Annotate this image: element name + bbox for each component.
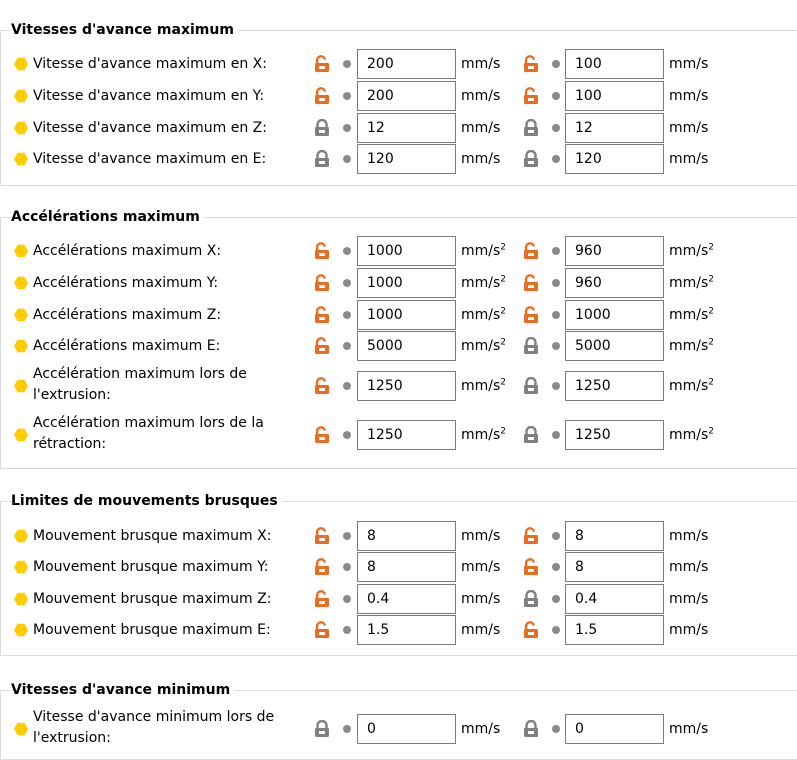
setting-row <box>0 143 797 175</box>
setting-row <box>0 366 797 403</box>
reset-dot-icon[interactable] <box>343 247 351 255</box>
value-input-2[interactable]: 8 <box>565 552 664 582</box>
reset-dot-icon[interactable] <box>343 155 351 163</box>
unit-text: mm/s <box>461 591 501 607</box>
unlocked-padlock-icon[interactable] <box>313 242 331 260</box>
value-input-2[interactable]: 12 <box>565 113 664 143</box>
reset-dot-icon[interactable] <box>552 279 560 287</box>
reset-dot-icon[interactable] <box>343 595 351 603</box>
value-input-1[interactable]: 12 <box>357 113 456 143</box>
locked-padlock-icon[interactable] <box>522 590 540 608</box>
unit-label <box>669 719 708 739</box>
unlocked-padlock-icon[interactable] <box>522 87 540 105</box>
unit-text: mm/s <box>669 591 709 607</box>
unit-label <box>669 54 708 74</box>
value-input-2[interactable]: 1.5 <box>565 615 664 645</box>
setting-label: Mouvement brusque maximum Y: <box>33 559 269 575</box>
value-input-1[interactable]: 5000 <box>357 331 456 361</box>
value-input-2[interactable]: 1000 <box>565 300 664 330</box>
unit-text: mm/s <box>461 243 501 259</box>
hexagon-bullet-icon <box>14 592 28 606</box>
setting-row <box>0 551 797 583</box>
setting-row <box>0 709 797 746</box>
reset-dot-icon[interactable] <box>343 431 351 439</box>
unit-label <box>669 149 708 169</box>
unlocked-padlock-icon[interactable] <box>522 55 540 73</box>
reset-dot-icon[interactable] <box>343 92 351 100</box>
unit-label <box>461 589 500 609</box>
unit-label <box>461 86 500 106</box>
unlocked-padlock-icon[interactable] <box>522 306 540 324</box>
value-input-1[interactable]: 1.5 <box>357 615 456 645</box>
value-input-2[interactable]: 960 <box>565 236 664 266</box>
unit-text: mm/s <box>669 151 709 167</box>
hexagon-bullet-icon <box>14 57 28 71</box>
hexagon-bullet-icon <box>14 722 28 736</box>
unit-label <box>461 149 500 169</box>
setting-label: Accélération maximum lors de la rétraction: <box>33 415 264 452</box>
value-input-2[interactable]: 960 <box>565 268 664 298</box>
unit-label <box>669 589 708 609</box>
unit-text: mm/s <box>461 56 501 72</box>
setting-label: Mouvement brusque maximum Z: <box>33 591 272 607</box>
unit-label <box>669 336 714 356</box>
reset-dot-icon[interactable] <box>552 595 560 603</box>
unit-text: mm/s <box>669 243 709 259</box>
unlocked-padlock-icon[interactable] <box>522 621 540 639</box>
reset-dot-icon[interactable] <box>552 626 560 634</box>
unit-superscript: 2 <box>708 377 715 388</box>
hexagon-bullet-icon <box>14 560 28 574</box>
setting-label: Mouvement brusque maximum X: <box>33 528 272 544</box>
setting-row <box>0 48 797 80</box>
value-input-2[interactable]: 8 <box>565 521 664 551</box>
value-input-1[interactable]: 8 <box>357 521 456 551</box>
unlocked-padlock-icon[interactable] <box>313 558 331 576</box>
unit-label <box>461 557 500 577</box>
unit-superscript: 2 <box>708 306 715 317</box>
unlocked-padlock-icon[interactable] <box>522 242 540 260</box>
unit-superscript: 2 <box>500 274 507 285</box>
unit-text: mm/s <box>669 378 709 394</box>
value-input-2[interactable]: 100 <box>565 49 664 79</box>
unit-label <box>461 620 500 640</box>
locked-padlock-icon[interactable] <box>313 119 331 137</box>
reset-dot-icon[interactable] <box>343 725 351 733</box>
reset-dot-icon[interactable] <box>343 279 351 287</box>
setting-row <box>0 80 797 112</box>
unit-label <box>669 557 708 577</box>
value-input-2[interactable]: 0 <box>565 714 664 744</box>
unit-label <box>669 118 708 138</box>
setting-label: Accélérations maximum X: <box>33 243 222 259</box>
setting-row <box>0 520 797 552</box>
unit-text: mm/s <box>669 120 709 136</box>
value-input-1[interactable]: 120 <box>357 144 456 174</box>
unit-superscript: 2 <box>500 426 507 437</box>
unit-label <box>669 376 714 396</box>
unit-text: mm/s <box>461 120 501 136</box>
unit-text: mm/s <box>669 427 709 443</box>
unlocked-padlock-icon[interactable] <box>313 426 331 444</box>
setting-label: Mouvement brusque maximum E: <box>33 622 271 638</box>
setting-row <box>0 415 797 452</box>
unit-text: mm/s <box>669 721 709 737</box>
hexagon-bullet-icon <box>14 121 28 135</box>
value-input-2[interactable]: 1250 <box>565 371 664 401</box>
unlocked-padlock-icon[interactable] <box>313 55 331 73</box>
value-input-1[interactable]: 0 <box>357 714 456 744</box>
locked-padlock-icon[interactable] <box>313 720 331 738</box>
unit-label <box>669 526 708 546</box>
value-input-2[interactable]: 1250 <box>565 420 664 450</box>
unit-superscript: 2 <box>500 242 507 253</box>
unit-text: mm/s <box>461 338 501 354</box>
unit-text: mm/s <box>461 275 501 291</box>
unit-label <box>669 620 708 640</box>
unit-label <box>461 526 500 546</box>
unit-superscript: 2 <box>708 242 715 253</box>
unit-label <box>461 118 500 138</box>
unit-text: mm/s <box>461 151 501 167</box>
unlocked-padlock-icon[interactable] <box>522 558 540 576</box>
hexagon-bullet-icon <box>14 308 28 322</box>
unlocked-padlock-icon[interactable] <box>313 590 331 608</box>
setting-row <box>0 330 797 362</box>
unit-superscript: 2 <box>708 426 715 437</box>
unit-superscript: 2 <box>500 377 507 388</box>
reset-dot-icon[interactable] <box>343 342 351 350</box>
hexagon-bullet-icon <box>14 623 28 637</box>
setting-row <box>0 614 797 646</box>
section-title: Vitesses d'avance minimum <box>11 681 234 699</box>
value-input-1[interactable]: 1000 <box>357 236 456 266</box>
reset-dot-icon[interactable] <box>552 431 560 439</box>
value-input-1[interactable]: 1000 <box>357 268 456 298</box>
reset-dot-icon[interactable] <box>552 342 560 350</box>
hexagon-bullet-icon <box>14 152 28 166</box>
unit-text: mm/s <box>461 88 501 104</box>
reset-dot-icon[interactable] <box>343 60 351 68</box>
unit-label <box>461 305 506 325</box>
locked-padlock-icon[interactable] <box>522 119 540 137</box>
unit-superscript: 2 <box>708 337 715 348</box>
locked-padlock-icon[interactable] <box>313 150 331 168</box>
unlocked-padlock-icon[interactable] <box>522 274 540 292</box>
setting-label: Accélérations maximum Z: <box>33 307 222 323</box>
unit-label <box>461 241 506 261</box>
unit-label <box>669 241 714 261</box>
setting-row <box>0 112 797 144</box>
locked-padlock-icon[interactable] <box>522 150 540 168</box>
value-input-1[interactable]: 0.4 <box>357 584 456 614</box>
unit-text: mm/s <box>461 307 501 323</box>
value-input-2[interactable]: 0.4 <box>565 584 664 614</box>
hexagon-bullet-icon <box>14 89 28 103</box>
reset-dot-icon[interactable] <box>552 92 560 100</box>
setting-row <box>0 299 797 331</box>
locked-padlock-icon[interactable] <box>522 337 540 355</box>
unlocked-padlock-icon[interactable] <box>522 527 540 545</box>
reset-dot-icon[interactable] <box>552 60 560 68</box>
unlocked-padlock-icon[interactable] <box>313 274 331 292</box>
locked-padlock-icon[interactable] <box>522 720 540 738</box>
section-title: Accélérations maximum <box>11 208 204 226</box>
reset-dot-icon[interactable] <box>552 532 560 540</box>
hexagon-bullet-icon <box>14 276 28 290</box>
reset-dot-icon[interactable] <box>552 382 560 390</box>
setting-row <box>0 583 797 615</box>
reset-dot-icon[interactable] <box>343 311 351 319</box>
value-input-1[interactable]: 1250 <box>357 371 456 401</box>
unit-text: mm/s <box>669 88 709 104</box>
unit-text: mm/s <box>669 338 709 354</box>
unit-label <box>461 719 500 739</box>
value-input-2[interactable]: 120 <box>565 144 664 174</box>
reset-dot-icon[interactable] <box>552 725 560 733</box>
section-title: Limites de mouvements brusques <box>11 492 282 510</box>
unit-label <box>461 425 506 445</box>
reset-dot-icon[interactable] <box>343 563 351 571</box>
setting-label: Accélération maximum lors de l'extrusion: <box>33 366 247 403</box>
value-input-1[interactable]: 1250 <box>357 420 456 450</box>
unit-text: mm/s <box>461 378 501 394</box>
hexagon-bullet-icon <box>14 244 28 258</box>
unit-label <box>461 376 506 396</box>
unit-text: mm/s <box>461 721 501 737</box>
unit-label <box>669 305 714 325</box>
unit-text: mm/s <box>461 559 501 575</box>
section-title: Vitesses d'avance maximum <box>11 21 238 39</box>
unit-text: mm/s <box>669 307 709 323</box>
setting-label: Vitesse d'avance maximum en E: <box>33 151 267 167</box>
unit-label <box>461 273 506 293</box>
unit-label <box>669 86 708 106</box>
setting-label: Vitesse d'avance maximum en Z: <box>33 120 267 136</box>
hexagon-bullet-icon <box>14 379 28 393</box>
unlocked-padlock-icon[interactable] <box>313 527 331 545</box>
reset-dot-icon[interactable] <box>343 532 351 540</box>
value-input-1[interactable]: 200 <box>357 81 456 111</box>
unit-superscript: 2 <box>500 306 507 317</box>
reset-dot-icon[interactable] <box>552 311 560 319</box>
reset-dot-icon[interactable] <box>343 626 351 634</box>
setting-label: Accélérations maximum Y: <box>33 275 219 291</box>
reset-dot-icon[interactable] <box>552 247 560 255</box>
reset-dot-icon[interactable] <box>552 124 560 132</box>
unlocked-padlock-icon[interactable] <box>313 377 331 395</box>
locked-padlock-icon[interactable] <box>522 426 540 444</box>
unit-text: mm/s <box>461 427 501 443</box>
unit-text: mm/s <box>461 528 501 544</box>
unit-text: mm/s <box>669 559 709 575</box>
setting-row <box>0 267 797 299</box>
unit-text: mm/s <box>669 275 709 291</box>
value-input-1[interactable]: 1000 <box>357 300 456 330</box>
unit-text: mm/s <box>669 528 709 544</box>
hexagon-bullet-icon <box>14 339 28 353</box>
value-input-1[interactable]: 8 <box>357 552 456 582</box>
reset-dot-icon[interactable] <box>343 124 351 132</box>
unit-superscript: 2 <box>708 274 715 285</box>
unlocked-padlock-icon[interactable] <box>313 306 331 324</box>
setting-label: Vitesse d'avance minimum lors de l'extrusion: <box>33 709 275 746</box>
unit-text: mm/s <box>669 622 709 638</box>
unit-label <box>461 336 506 356</box>
reset-dot-icon[interactable] <box>552 155 560 163</box>
reset-dot-icon[interactable] <box>343 382 351 390</box>
unlocked-padlock-icon[interactable] <box>313 337 331 355</box>
setting-label: Accélérations maximum E: <box>33 338 221 354</box>
hexagon-bullet-icon <box>14 428 28 442</box>
setting-label: Vitesse d'avance maximum en Y: <box>33 88 265 104</box>
setting-row <box>0 235 797 267</box>
unlocked-padlock-icon[interactable] <box>313 87 331 105</box>
locked-padlock-icon[interactable] <box>522 377 540 395</box>
hexagon-bullet-icon <box>14 529 28 543</box>
setting-label: Vitesse d'avance maximum en X: <box>33 56 267 72</box>
unit-text: mm/s <box>669 56 709 72</box>
unit-label <box>669 273 714 293</box>
unit-text: mm/s <box>461 622 501 638</box>
unit-label <box>461 54 500 74</box>
unit-superscript: 2 <box>500 337 507 348</box>
unit-label <box>669 425 714 445</box>
unlocked-padlock-icon[interactable] <box>313 621 331 639</box>
value-input-1[interactable]: 200 <box>357 49 456 79</box>
value-input-2[interactable]: 100 <box>565 81 664 111</box>
value-input-2[interactable]: 5000 <box>565 331 664 361</box>
reset-dot-icon[interactable] <box>552 563 560 571</box>
